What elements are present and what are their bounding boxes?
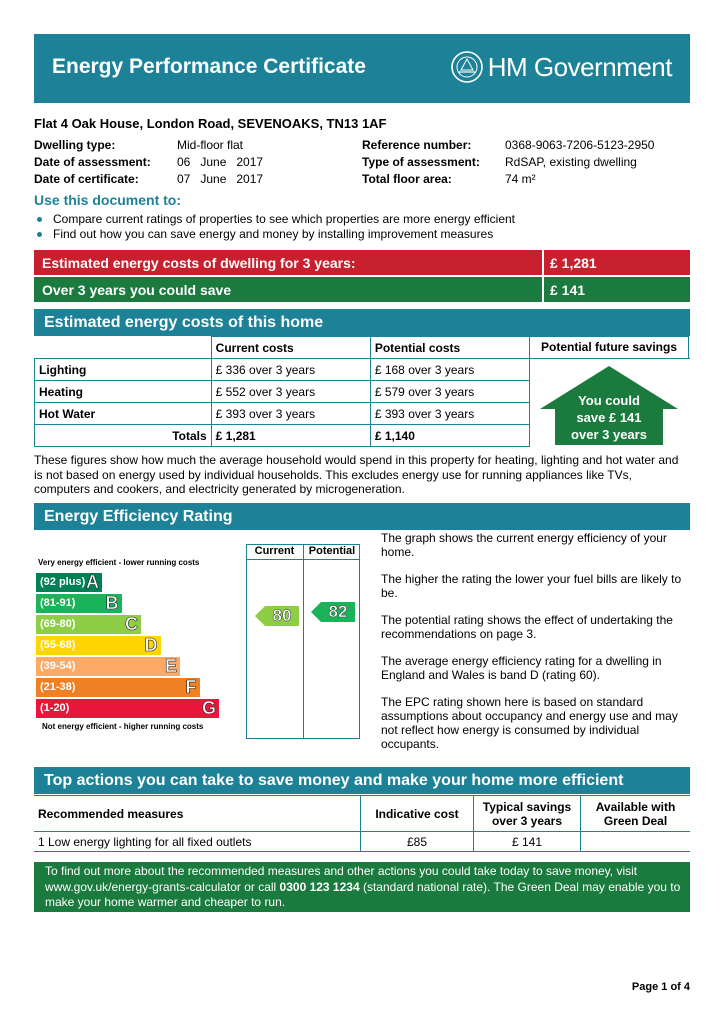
rating-note: The graph shows the current energy efficiency of your home.	[381, 531, 667, 559]
table-header-row	[34, 796, 690, 832]
footer-note	[34, 862, 690, 912]
detail-value: 06 June 2017	[177, 155, 264, 169]
band-range: (81-91)	[40, 597, 76, 609]
future-savings-cell	[529, 358, 690, 447]
potential-cost: £ 579 over 3 years	[370, 381, 529, 403]
band-letter: A	[86, 572, 99, 592]
band-range: (69-80)	[40, 618, 76, 630]
table-header-row	[35, 337, 530, 359]
future-savings-header: Potential future savings	[529, 336, 689, 359]
measure-name: 1 Low energy lighting for all fixed outlets	[34, 832, 361, 852]
detail-row	[34, 154, 263, 171]
band-letter: F	[185, 677, 197, 697]
table-row	[35, 359, 530, 381]
totals-potential: £ 1,140	[370, 425, 529, 447]
detail-label: Date of assessment:	[34, 155, 151, 169]
footer-text-after: (standard national rate). The Green Deal may enable you to make your home warmer and cheaper to run.	[45, 879, 681, 909]
potential-rating-value: 82	[328, 602, 348, 621]
savings-value: £ 141	[550, 282, 586, 298]
costs-explanation: These figures show how much the average household would spend in this property for heating, lighting and hot water and is not based on energy used by individual households. This excludes energy use for running appliances like TVs, computers and cookers, and electricity generated by microgeneration.	[34, 453, 679, 496]
savings-label: Over 3 years you could save	[42, 282, 232, 298]
potential-column-header: Potential	[308, 545, 356, 557]
savings-arrow-line: save £ 141	[576, 410, 642, 425]
current-cost: £ 552 over 3 years	[211, 381, 370, 403]
band-range: (92 plus)	[40, 576, 86, 588]
row-label: Heating	[35, 381, 212, 403]
detail-row	[362, 154, 654, 171]
measure-saving: £ 141	[474, 832, 581, 852]
detail-row	[34, 137, 263, 154]
rating-band-f	[36, 678, 200, 697]
table-row	[35, 381, 530, 403]
band-range: (55-68)	[40, 639, 76, 651]
current-rating-value: 80	[272, 606, 292, 625]
use-document-bullets	[34, 212, 515, 242]
band-range: (21-38)	[40, 681, 76, 693]
bottom-note: Not energy efficient - higher running costs	[42, 722, 204, 731]
detail-value: Mid-floor flat	[177, 138, 244, 152]
column-header: Recommended measures	[34, 796, 361, 832]
royal-crest-icon	[450, 50, 484, 84]
rating-note: The higher the rating the lower your fuel bills are likely to be.	[381, 572, 682, 600]
column-header: Typical savings over 3 years	[474, 796, 581, 832]
column-header: Indicative cost	[361, 796, 474, 832]
efficiency-rating-graph	[34, 538, 362, 740]
band-range: (1-20)	[40, 702, 70, 714]
potential-rating-arrow	[311, 602, 355, 622]
current-column-header: Current	[254, 545, 295, 557]
band-range: (39-54)	[40, 660, 76, 672]
detail-value: 0368-9063-7206-5123-2950	[505, 138, 655, 152]
details-left	[34, 137, 263, 188]
detail-row	[362, 137, 654, 154]
estimated-cost-bar	[34, 250, 690, 275]
detail-value: 74 m²	[505, 172, 536, 186]
totals-row	[35, 425, 530, 447]
savings-arrow-line: over 3 years	[571, 427, 647, 442]
detail-label: Date of certificate:	[34, 172, 139, 186]
current-rating-arrow	[255, 606, 299, 626]
actions-section-header	[34, 767, 690, 794]
rating-note: The EPC rating shown here is based on standard assumptions about occupancy and energy use and may not reflect how energy is consumed by individual occupants.	[381, 695, 678, 751]
bullet-item: Find out how you can save energy and money by installing improvement measures	[34, 227, 515, 242]
detail-row	[34, 171, 263, 188]
rating-note: The average energy efficiency rating for a dwelling in England and Wales is band D (rating 60).	[381, 654, 662, 682]
column-header: Potential costs	[370, 337, 529, 359]
potential-cost: £ 393 over 3 years	[370, 403, 529, 425]
table-row	[34, 832, 690, 852]
rating-band-c	[36, 615, 141, 634]
top-note: Very energy efficient - lower running costs	[38, 558, 200, 567]
potential-cost: £ 168 over 3 years	[370, 359, 529, 381]
costs-section-title: Estimated energy costs of this home	[44, 314, 324, 331]
row-label: Hot Water	[35, 403, 212, 425]
detail-label: Dwelling type:	[34, 138, 116, 152]
property-address: Flat 4 Oak House, London Road, SEVENOAKS, TN13 1AF	[34, 116, 387, 131]
rating-notes	[381, 531, 691, 764]
savings-arrow-line: You could	[578, 393, 640, 408]
rating-band-b	[36, 594, 122, 613]
detail-label: Reference number:	[362, 138, 472, 152]
totals-label: Totals	[35, 425, 212, 447]
measure-cost: £85	[361, 832, 474, 852]
rating-section-title: Energy Efficiency Rating	[44, 508, 233, 525]
rating-band-g	[36, 699, 219, 718]
footer-phone: 0300 123 1234	[279, 879, 360, 894]
hm-government-logo	[450, 50, 672, 84]
band-letter: D	[144, 635, 158, 655]
current-cost: £ 393 over 3 years	[211, 403, 370, 425]
estimated-cost-label: Estimated energy costs of dwelling for 3 years:	[42, 255, 356, 271]
details-right	[362, 137, 654, 188]
totals-current: £ 1,281	[211, 425, 370, 447]
band-letter: C	[125, 614, 138, 634]
gov-logo-text: HM Government	[487, 51, 672, 82]
row-label: Lighting	[35, 359, 212, 381]
document-title: Energy Performance Certificate	[52, 55, 366, 78]
band-letter: E	[164, 656, 177, 676]
rating-band-d	[36, 636, 161, 655]
table-row	[35, 403, 530, 425]
page-header	[34, 34, 690, 103]
actions-table	[34, 795, 690, 852]
detail-row	[362, 171, 654, 188]
column-header: Available with Green Deal	[581, 796, 691, 832]
detail-value: 07 June 2017	[177, 172, 264, 186]
current-cost: £ 336 over 3 years	[211, 359, 370, 381]
column-header: Current costs	[211, 337, 370, 359]
costs-table	[34, 336, 530, 447]
savings-bar	[34, 277, 690, 302]
rating-note: The potential rating shows the effect of undertaking the recommendations on page 3.	[381, 613, 673, 641]
costs-section-header	[34, 309, 690, 336]
band-letter: B	[105, 593, 119, 613]
rating-band-a	[36, 573, 102, 592]
band-letter: G	[201, 698, 216, 718]
detail-label: Total floor area:	[362, 172, 452, 186]
measure-green-deal	[581, 832, 691, 852]
detail-label: Type of assessment:	[362, 155, 480, 169]
rating-band-e	[36, 657, 180, 676]
estimated-cost-value: £ 1,281	[550, 255, 597, 271]
use-document-title: Use this document to:	[34, 192, 182, 208]
actions-section-title: Top actions you can take to save money and make your home more efficient	[44, 772, 624, 789]
rating-section-header	[34, 503, 690, 530]
detail-value: RdSAP, existing dwelling	[505, 155, 637, 169]
footer-text-before: To find out more about the recommended measures and other actions you could take today to save money, visit www.gov.uk/energy-grants-calculator or call	[45, 864, 638, 894]
page-number: Page 1 of 4	[631, 981, 690, 993]
bullet-item: Compare current ratings of properties to see which properties are more energy efficient	[34, 212, 515, 227]
savings-arrow-text	[555, 392, 663, 443]
